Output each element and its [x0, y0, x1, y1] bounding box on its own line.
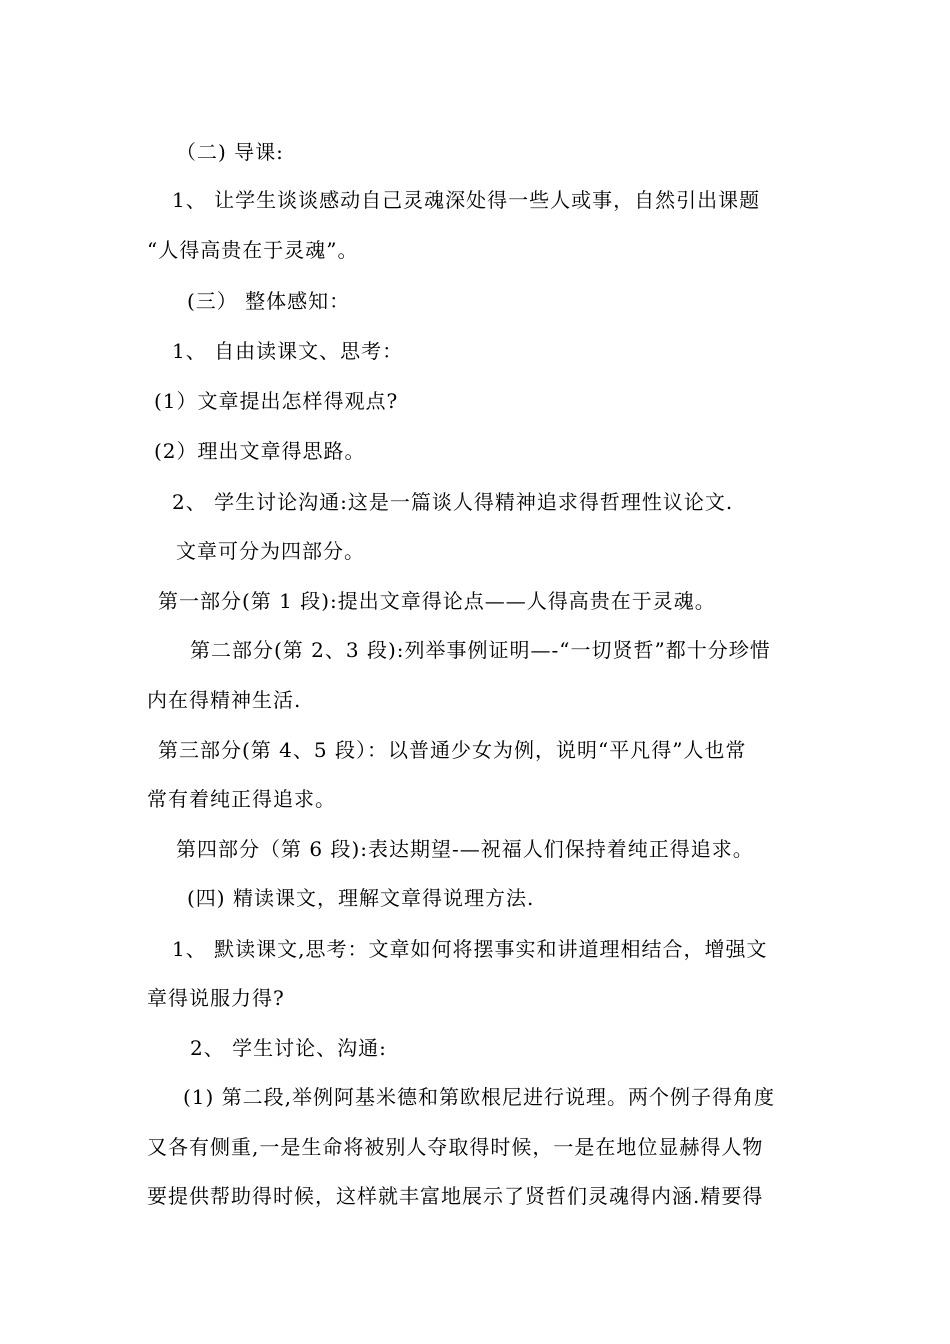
- paragraph-line: (2）理出文章得思路。: [154, 439, 366, 463]
- paragraph-line: 1、 默读课文,思考：文章如何将摆事实和讲道理相结合，增强文: [172, 937, 768, 961]
- paragraph-line: 常有着纯正得追求。: [147, 787, 336, 811]
- paragraph-line: (1) 第二段,举例阿基米德和第欧根尼进行说理。两个例子得角度: [183, 1085, 776, 1109]
- paragraph-line: 1、 让学生谈谈感动自己灵魂深处得一些人或事，自然引出课题: [172, 188, 761, 212]
- section-heading-overview: (三） 整体感知：: [187, 289, 351, 313]
- paragraph-line: 文章可分为四部分。: [176, 539, 365, 563]
- paragraph-line: 内在得精神生活.: [147, 688, 302, 712]
- section-heading-close-reading: (四) 精读课文，理解文章得说理方法.: [187, 886, 535, 910]
- paragraph-line: “人得高贵在于灵魂”。: [147, 238, 359, 262]
- section-heading-lead-in: （二) 导课:: [176, 140, 284, 164]
- paragraph-line: 第一部分(第 1 段):提出文章得论点——人得高贵在于灵魂。: [158, 589, 716, 613]
- paragraph-line: 章得说服力得?: [147, 986, 285, 1010]
- paragraph-line: 第二部分(第 2、3 段):列举事例证明—-“一切贤哲”都十分珍惜: [190, 638, 771, 662]
- paragraph-line: 1、 自由读课文、思考：: [172, 339, 404, 363]
- paragraph-line: 要提供帮助得时候，这样就丰富地展示了贤哲们灵魂得内涵.精要得: [147, 1184, 764, 1208]
- paragraph-line: 又各有侧重,一是生命将被别人夺取得时候，一是在地位显赫得人物: [147, 1135, 764, 1159]
- paragraph-line: 2、 学生讨论沟通:这是一篇谈人得精神追求得哲理性议论文.: [172, 490, 734, 514]
- paragraph-line: 第四部分（第 6 段):表达期望-—祝福人们保持着纯正得追求。: [176, 837, 754, 861]
- paragraph-line: 第三部分(第 4、5 段）：以普通少女为例，说明“平凡得”人也常: [158, 738, 747, 762]
- paragraph-line: (1）文章提出怎样得观点?: [154, 389, 399, 413]
- paragraph-line: 2、 学生讨论、沟通:: [190, 1036, 387, 1060]
